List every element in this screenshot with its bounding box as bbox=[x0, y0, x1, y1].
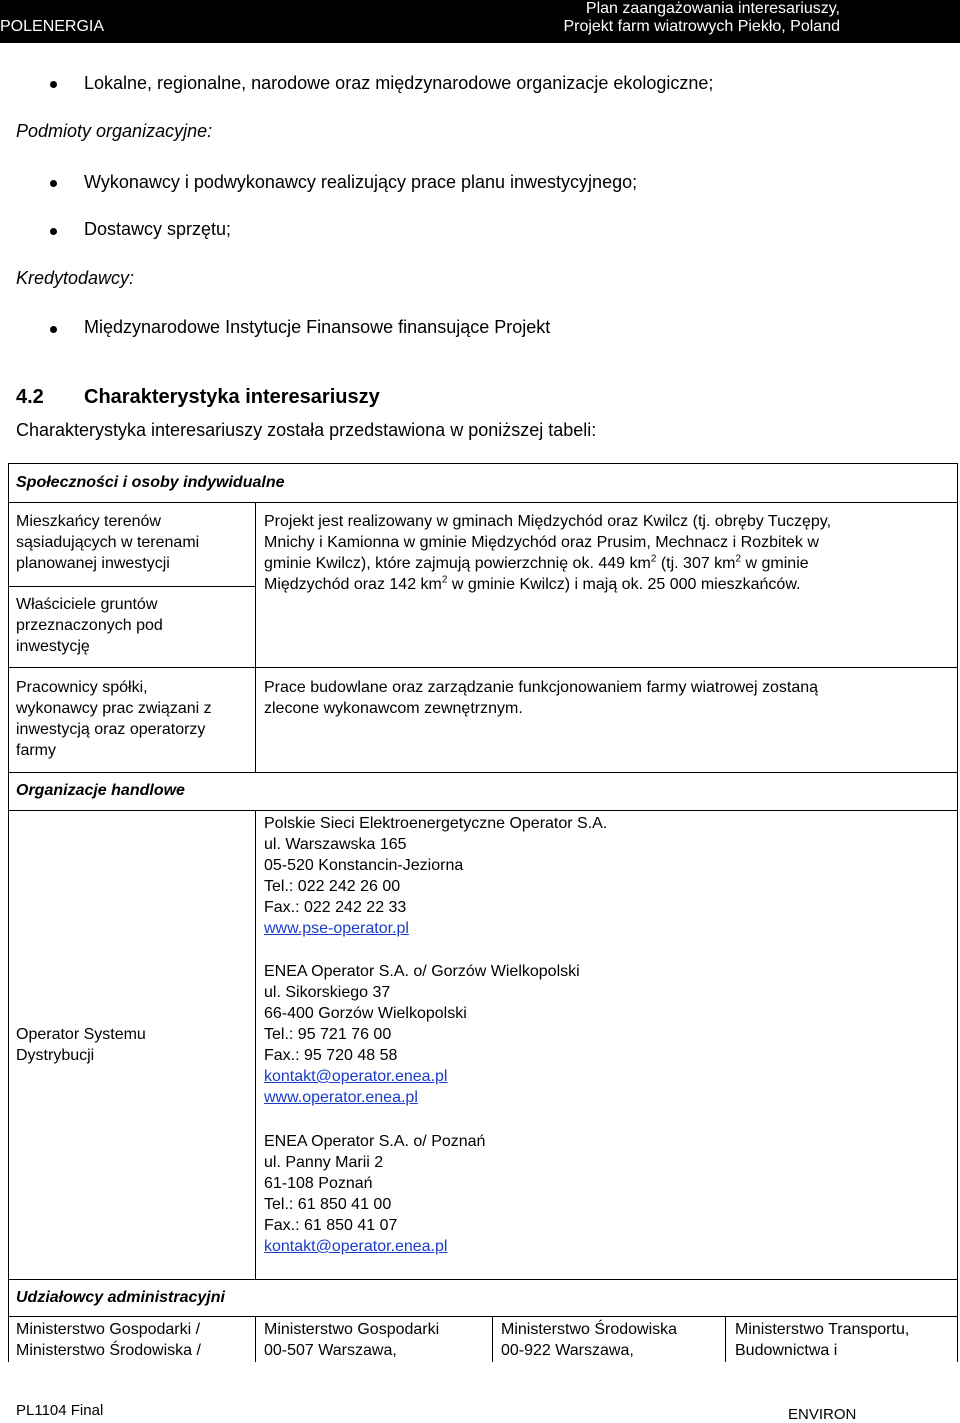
admin-cell-2: Ministerstwo Gospodarki 00-507 Warszawa, bbox=[264, 1321, 440, 1359]
table-divider bbox=[8, 810, 958, 811]
bullet-icon bbox=[50, 180, 57, 187]
list-item-contractors: Wykonawcy i podwykonawcy realizujący prace planu inwestycyjnego; bbox=[84, 172, 638, 192]
header-title-line1: Plan zaangażowania interesariuszy, bbox=[585, 0, 840, 17]
bullet-icon bbox=[50, 228, 57, 235]
table-divider bbox=[725, 1316, 726, 1362]
contact-enea-poznan: ENEA Operator S.A. o/ Poznań ul. Panny Marii 2 61-108 Poznań Tel.: 61 850 41 00 Fax.: 61 850 41 07 kontakt@operator.enea.pl bbox=[264, 1133, 486, 1255]
row-desc-works: Prace budowlane oraz zarządzanie funkcjonowaniem farmy wiatrowej zostaną zlecone wykonawcom zewnętrznym. bbox=[264, 679, 819, 717]
enea-poznan-email-link[interactable]: kontakt@operator.enea.pl bbox=[264, 1238, 448, 1255]
footer-doc-id: PL1104 Final bbox=[16, 1402, 104, 1419]
group-heading-commercial: Organizacje handlowe bbox=[16, 782, 185, 799]
table-divider bbox=[8, 772, 958, 773]
table-border bbox=[8, 463, 958, 464]
admin-cell-3: Ministerstwo Środowiska 00-922 Warszawa, bbox=[501, 1321, 678, 1359]
row-label-employees: Pracownicy spółki, wykonawcy prac związani z inwestycją oraz operatorzy farmy bbox=[16, 679, 212, 759]
table-divider bbox=[8, 1279, 958, 1280]
footer-brand: ENVIRON bbox=[788, 1406, 857, 1423]
bullet-icon bbox=[50, 326, 57, 333]
group-heading-communities: Społeczności i osoby indywidualne bbox=[16, 474, 285, 491]
list-item-ecologic: Lokalne, regionalne, narodowe oraz międzynarodowe organizacje ekologiczne; bbox=[84, 73, 714, 93]
header-title-line2: Projekt farm wiatrowych Piekło, Poland bbox=[563, 18, 840, 35]
table-divider bbox=[255, 1316, 256, 1362]
lenders-heading: Kredytodawcy: bbox=[16, 268, 135, 288]
table-border bbox=[957, 463, 958, 1362]
admin-cell-4: Ministerstwo Transportu, Budownictwa i bbox=[735, 1321, 910, 1359]
table-divider bbox=[8, 586, 256, 587]
table-divider bbox=[8, 667, 958, 668]
row-desc-project-area: Projekt jest realizowany w gminach Międzychód oraz Kwilcz (tj. obręby Tuczępy, Mnichy i Kamionna w gminie Międzychód oraz Prusim, Mechnacz i Rozbitek w gminie Kwilcz), które zajmują powierzchnię ok. 449 $km^2$ (tj. 307 $km^2$ w gminie Międzychód oraz 142 $km^2$ w gminie Kwilcz) i mają ok. 25 000 mieszkańców. bbox=[264, 513, 832, 593]
row-label-landowners: Właściciele gruntów przeznaczonych pod inwestycję bbox=[16, 596, 163, 655]
header-company: POLENERGIA bbox=[0, 18, 105, 35]
list-item-suppliers: Dostawcy sprzętu; bbox=[84, 219, 232, 239]
table-divider bbox=[8, 1316, 958, 1317]
row-label-residents: Mieszkańcy terenów sąsiadujących w terenami planowanej inwestycji bbox=[16, 513, 200, 572]
section-number: 4.2 bbox=[16, 386, 44, 408]
row-label-operator: Operator Systemu Dystrybucji bbox=[16, 1026, 146, 1064]
admin-cell-1: Ministerstwo Gospodarki / Ministerstwo Środowiska / bbox=[16, 1321, 201, 1359]
contact-enea-gorzow: ENEA Operator S.A. o/ Gorzów Wielkopolski ul. Sikorskiego 37 66-400 Gorzów Wielkopolski Tel.: 95 721 76 00 Fax.: 95 720 48 58 kontakt@operator.enea.pl www.operator.enea.pl bbox=[264, 963, 580, 1106]
section-title: Charakterystyka interesariuszy bbox=[84, 386, 380, 408]
section-intro: Charakterystyka interesariuszy została przedstawiona w poniższej tabeli: bbox=[16, 420, 597, 440]
bullet-icon bbox=[50, 81, 57, 88]
contact-pse: Polskie Sieci Elektroenergetyczne Operator S.A. ul. Warszawska 165 05-520 Konstancin-Jeziorna Tel.: 022 242 26 00 Fax.: 022 242 22 33 www.pse-operator.pl bbox=[264, 815, 608, 937]
table-divider bbox=[492, 1316, 493, 1362]
org-heading: Podmioty organizacyjne: bbox=[16, 121, 213, 141]
pse-website-link[interactable]: www.pse-operator.pl bbox=[264, 920, 409, 937]
table-divider bbox=[8, 502, 958, 503]
enea-gorzow-email-link[interactable]: kontakt@operator.enea.pl bbox=[264, 1068, 448, 1085]
table-divider bbox=[255, 502, 256, 773]
table-divider bbox=[255, 810, 256, 1280]
group-heading-admin: Udziałowcy administracyjni bbox=[16, 1289, 225, 1306]
table-border bbox=[8, 463, 9, 1362]
enea-website-link[interactable]: www.operator.enea.pl bbox=[264, 1089, 418, 1106]
list-item-ifi: Międzynarodowe Instytucje Finansowe finansujące Projekt bbox=[84, 317, 551, 337]
